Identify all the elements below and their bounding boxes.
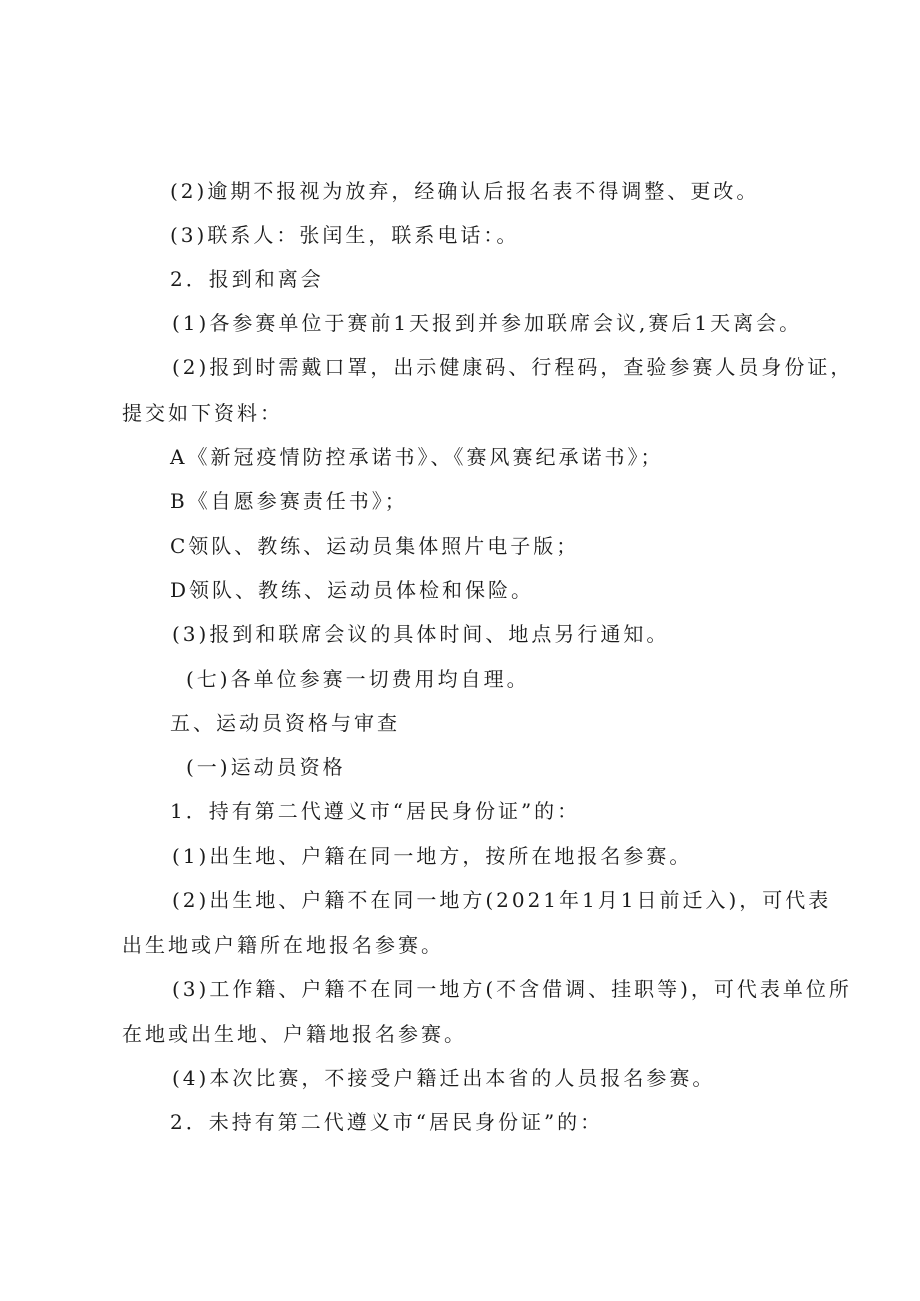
section-heading: (一)运动员资格 xyxy=(186,755,346,779)
paragraph-line: (2)逾期不报视为放弃，经确认后报名表不得调整、更改。 xyxy=(170,179,760,203)
section-heading: 2．未持有第二代遵义市“居民身份证”的： xyxy=(170,1110,604,1134)
paragraph-line: A《新冠疫情防控承诺书》、《赛风赛纪承诺书》； xyxy=(170,445,664,469)
paragraph-line: 出生地或户籍所在地报名参赛。 xyxy=(122,933,444,957)
paragraph-line: 在地或出生地、户籍地报名参赛。 xyxy=(122,1022,467,1046)
paragraph-line: 提交如下资料： xyxy=(122,401,283,425)
paragraph-line: (2)报到时需戴口罩，出示健康码、行程码，查验参赛人员身份证， xyxy=(172,355,854,379)
paragraph-line: D领队、教练、运动员体检和保险。 xyxy=(170,578,535,602)
section-heading: 2．报到和离会 xyxy=(170,267,324,291)
paragraph-line: (3)工作籍、户籍不在同一地方(不含借调、挂职等)，可代表单位所 xyxy=(172,977,852,1001)
paragraph-line: (2)出生地、户籍不在同一地方(2021年1月1日前迁入)，可代表 xyxy=(172,888,832,912)
paragraph-line: (4)本次比赛，不接受户籍迁出本省的人员报名参赛。 xyxy=(172,1066,716,1090)
paragraph-line: (1)各参赛单位于赛前1天报到并参加联席会议,赛后1天离会。 xyxy=(172,311,803,335)
paragraph-line: (3)联系人：张闰生，联系电话：。 xyxy=(170,223,520,247)
paragraph-line: C领队、教练、运动员集体照片电子版； xyxy=(170,534,580,558)
section-heading: 五、运动员资格与审查 xyxy=(170,711,400,735)
paragraph-line: (七)各单位参赛一切费用均自理。 xyxy=(186,667,530,691)
section-heading: 1．持有第二代遵义市“居民身份证”的： xyxy=(170,799,581,823)
paragraph-line: (3)报到和联席会议的具体时间、地点另行通知。 xyxy=(172,622,670,646)
paragraph-line: B《自愿参赛责任书》； xyxy=(170,489,408,513)
paragraph-line: (1)出生地、户籍在同一地方，按所在地报名参赛。 xyxy=(172,844,693,868)
